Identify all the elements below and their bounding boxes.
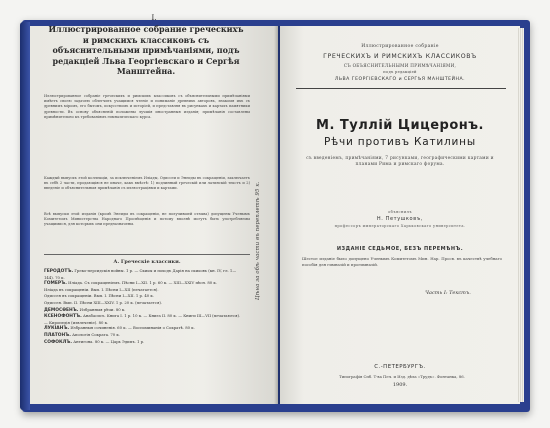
entry-author: ЛУКІАНЪ. bbox=[44, 326, 70, 332]
entry-text: Греко-персидскія войны. 1 р. — Скиѳы и походъ Дарія на скиѳовъ (кн. IV, гл. 1—144). 70 к. bbox=[44, 268, 237, 280]
entry-author: ГЕРОДОТЪ. bbox=[44, 269, 74, 274]
explained-by: объяснилъ bbox=[388, 210, 412, 214]
notes-line: СЪ ОБЪЯСНИТЕЛЬНЫМИ ПРИМѢЧАНІЯМИ, bbox=[343, 63, 457, 68]
part-label: Часть I: Текстъ. bbox=[425, 290, 471, 296]
entry-author: КСЕНОФОНТЪ. bbox=[44, 314, 82, 320]
entry-author: ДЕМОСѲЕНЪ. bbox=[44, 307, 79, 313]
entry-author: СОФОКЛЪ. bbox=[44, 339, 73, 345]
list-item bbox=[44, 325, 244, 332]
approval-note: Шестое изданіе было допущено Ученымъ Комитетомъ Мин. Нар. Просв. въ качествѣ учебнаго пособія для гимназій и прогимназій. bbox=[302, 256, 502, 267]
entry-text: Иліада въ сокращеніи. Вып. I. Пѣсни I—XII (печатается). bbox=[44, 286, 159, 292]
collection-title: Иллюстрированное собрание греческихъ и римскихъ классиковъ съ объяснительными примѣчаніями, подъ редакціей Льва Георгіевскаго и Сергѣя Манштейна. bbox=[48, 24, 244, 76]
editor-title: профессоръ императорскаго Харьковскаго университета. bbox=[334, 224, 466, 228]
intro-paragraph: Иллюстрированное собраніе греческихъ и римскихъ классиковъ съ объяснительными примѣчаніями имѣетъ своею задачею облегчить учащимся чтеніе и пониманіе древнихъ авторовъ, знакомя ихъ съ древнимъ міромъ, его бытомъ, искусствомъ и исторіей, и представляя въ рисункахъ и картахъ памятники древности. Въ основу объясненій положены лучшія иностранныя изданія; примѣчанія составлены примѣнительно къ требованіямъ гимназическаго курса. bbox=[44, 94, 250, 119]
page-number: I. bbox=[151, 14, 157, 22]
entry-text: Одиссея въ сокращеніи. Вып. I. Пѣсни I—XII. 1 р. 40 к. bbox=[44, 293, 154, 299]
price-stamp: Цѣна за обѣ части въ переплетѣ 95 к. bbox=[255, 181, 261, 300]
list-item bbox=[44, 293, 244, 300]
divider bbox=[44, 254, 250, 255]
list-item bbox=[44, 339, 244, 346]
parts-paragraph: Каждый выпускъ этой коллекціи, за исключеніемъ Иліады, Одиссеи и Энеиды въ сокращеніи, заключаетъ въ себѣ 2 части, продающіяся не иначе, какъ вмѣстѣ: 1) подлинный греческій или латинскій текстъ и 2) введеніе и объяснительныя примѣчанія съ иллюстраціями и картами. bbox=[44, 176, 250, 191]
header-rule bbox=[296, 88, 506, 89]
section-heading: А. Греческіе классики. bbox=[113, 259, 181, 265]
list-item bbox=[44, 280, 244, 287]
series-title: ГРЕЧЕСКИХЪ И РИМСКИХЪ КЛАССИКОВЪ bbox=[323, 53, 477, 60]
book-title: Рѣчи противъ Катилины bbox=[324, 136, 476, 148]
entry-author: ГОМЕРЪ. bbox=[44, 281, 67, 287]
list-item bbox=[44, 268, 244, 280]
publication-city: С.-ПЕТЕРБУРГЪ. bbox=[374, 364, 426, 370]
publication-year: 1909. bbox=[392, 382, 408, 388]
entry-text: Иліада. Съ сокращеніемъ. Пѣсни I—XII. 1 р. 60 к. — XIII—XXIV пѣсн. 80 к. bbox=[68, 280, 217, 286]
book-author: М. Туллій Цицеронъ. bbox=[316, 118, 484, 133]
list-item bbox=[44, 332, 244, 339]
book-description: съ введеніемъ, примѣчаніями, 7 рисунками, географическими картами и планами Рима и римскаго форума. bbox=[306, 156, 494, 168]
entry-text: Анабасисъ. Книга I. 1 р. 10 к. — Книга II. 80 к. — Книги III—VII (печатаются). — Киропедія (извлеченіе). 80 к. bbox=[44, 313, 241, 325]
list-item bbox=[44, 287, 244, 294]
page-edges bbox=[518, 28, 524, 402]
approval-paragraph: Всѣ выпуски этой изданія (кромѣ Энеиды въ сокращеніи, не получившей отзыва) допущены Ученымъ Комитетомъ Министерства Народнаго Просвѣщенія и потому вполнѣ могутъ быть употребляемы учащимися, для которыхъ они предназначены. bbox=[44, 212, 250, 227]
entry-text: Одиссея. Вып. II. Пѣсни XIII—XXIV. 1 р. 20 к. (печатается). bbox=[44, 299, 163, 305]
entry-text: Апологія Сократа. 70 к. bbox=[72, 331, 120, 337]
editor-name: Н. Петушковъ, bbox=[376, 216, 424, 222]
under-editorship: подъ редакціей bbox=[383, 70, 417, 74]
collection-line: Иллюстрированное собраніе bbox=[361, 44, 439, 49]
right-page bbox=[280, 26, 520, 404]
list-item bbox=[44, 307, 244, 314]
entry-text: Антигона. 80 к. — Царь Эдипъ. 1 р. bbox=[73, 338, 145, 344]
catalog-list bbox=[44, 268, 244, 345]
series-editors: ЛЬВА ГЕОРГІЕВСКАГО и СЕРГѢЯ МАНШТЕЙНА. bbox=[334, 77, 466, 82]
entry-text: Избранныя сочиненія. 60 к. — Воспоминанія о Сократѣ. 80 к. bbox=[70, 325, 195, 331]
entry-author: ПЛАТОНЪ. bbox=[44, 332, 71, 338]
list-item bbox=[44, 313, 244, 325]
list-item bbox=[44, 300, 244, 307]
cover-spine bbox=[20, 22, 30, 410]
entry-text: Избранныя рѣчи. 80 к. bbox=[79, 306, 126, 312]
printer-line: Типографія Спб. Т-ва Печ. и Изд. дѣла «Трудъ». Фонтанка, 86. bbox=[339, 374, 465, 379]
edition-line: ИЗДАНІЕ СЕДЬМОЕ, БЕЗЪ ПЕРЕМѢНЪ. bbox=[336, 246, 464, 252]
